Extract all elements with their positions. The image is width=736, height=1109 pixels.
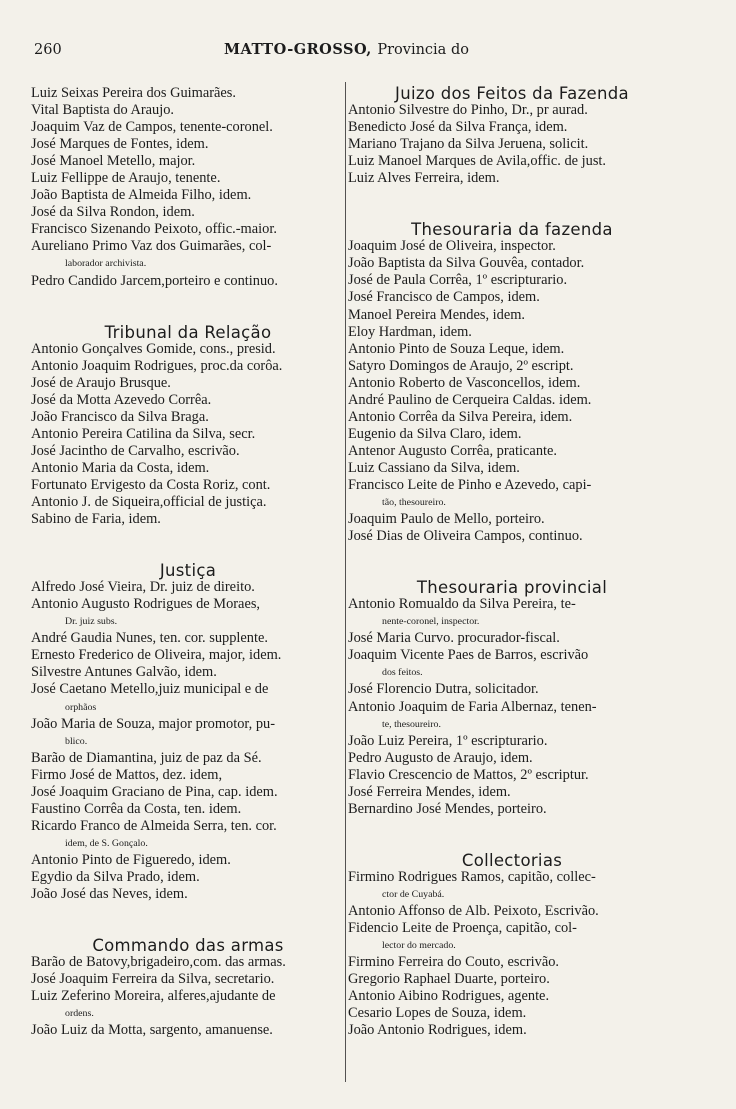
section-heading-commando: Commando das armas	[92, 936, 284, 956]
entry-line: José Florencio Dutra, solicitador.	[348, 681, 539, 698]
entry-line: Antonio Augusto Rodrigues de Moraes,	[31, 596, 261, 613]
entry-line: Silvestre Antunes Galvão, idem.	[31, 664, 217, 681]
page-number: 260	[34, 42, 62, 58]
entry-line: idem, de S. Gonçalo.	[65, 837, 148, 849]
entry-line: José Ferreira Mendes, idem.	[348, 783, 511, 800]
entry-line: José Maria Curvo. procurador-fiscal.	[348, 630, 560, 647]
entry-line: nente-coronel, inspector.	[382, 616, 480, 628]
entry-line: José Joaquim Ferreira da Silva, secretario.	[31, 971, 275, 988]
entry-line: dos feitos.	[382, 667, 423, 679]
entry-line: Egydio da Silva Prado, idem.	[31, 868, 200, 885]
entry-line: Satyro Domingos de Araujo, 2º escript.	[348, 357, 574, 374]
entry-line: José Jacintho de Carvalho, escrivão.	[31, 442, 240, 459]
entry-line: orphãos	[65, 701, 97, 713]
entry-line: Firmino Rodrigues Ramos, capitão, collec-	[348, 868, 596, 885]
entry-line: Cesario Lopes de Souza, idem.	[348, 1005, 527, 1022]
entry-line: Antenor Augusto Corrêa, praticante.	[348, 442, 558, 459]
section-heading-juizo: Juizo dos Feitos da Fazenda	[395, 84, 629, 103]
entry-line: Manoel Pereira Mendes, idem.	[348, 306, 526, 323]
section-heading-thesouraria-provincial: Thesouraria provincial	[416, 578, 608, 598]
left-column	[31, 85, 345, 1039]
entry-line: laborador archivista.	[65, 258, 147, 270]
entry-line: Luiz Zeferino Moreira, alferes,ajudante de	[31, 988, 276, 1005]
entry-line: Barão de Diamantina, juiz de paz da Sé.	[31, 749, 262, 766]
entry-line: Antonio J. de Siqueira,official de justiça.	[31, 494, 267, 511]
entry-line: Luiz Alves Ferreira, idem.	[348, 170, 500, 187]
right-section-2	[348, 238, 676, 545]
entry-line: José da Motta Azevedo Corrêa.	[31, 391, 212, 408]
entry-line: João Baptista de Almeida Filho, idem.	[31, 187, 252, 204]
column-divider	[345, 82, 346, 1082]
section-heading-tribunal: Tribunal da Relação	[104, 322, 272, 342]
entry-line: Antonio Pinto de Figueredo, idem.	[31, 851, 231, 868]
entry-line: Antonio Joaquim Rodrigues, proc.da corôa.	[31, 357, 283, 374]
entry-line: Francisco Leite de Pinho e Azevedo, capi-	[348, 476, 592, 493]
section-heading-justica: Justiça	[159, 561, 217, 581]
entry-line: Eloy Hardman, idem.	[348, 323, 472, 340]
entry-line: Flavio Crescencio de Mattos, 2º escriptur.	[348, 766, 589, 783]
entry-line: Faustino Corrêa da Costa, ten. idem.	[31, 800, 242, 817]
entry-line: Luiz Manoel Marques de Avila,offic. de just.	[348, 153, 607, 170]
entry-line: Luiz Cassiano da Silva, idem.	[348, 459, 520, 476]
entry-line: Bernardino José Mendes, porteiro.	[348, 800, 547, 817]
entry-line: Barão de Batovy,brigadeiro,com. das armas.	[31, 954, 286, 971]
entry-line: Fortunato Ervigesto da Costa Roriz, cont.	[31, 476, 271, 493]
entry-line: Luiz Seixas Pereira dos Guimarães.	[31, 85, 237, 101]
left-section-3	[31, 579, 345, 903]
left-section-2	[31, 341, 345, 529]
left-section-4	[31, 954, 345, 1039]
entry-line: João José das Neves, idem.	[31, 886, 188, 903]
entry-line: Antonio Romualdo da Silva Pereira, te-	[348, 596, 576, 613]
running-title-main: MATTO-GROSSO,	[224, 41, 372, 58]
entry-line: Firmino Ferreira do Couto, escrivão.	[348, 954, 560, 971]
entry-line: André Gaudia Nunes, ten. cor. supplente.	[31, 630, 268, 647]
entry-line: José Joaquim Graciano de Pina, cap. idem.	[31, 783, 278, 800]
entry-line: João Baptista da Silva Gouvêa, contador.	[348, 255, 585, 272]
entry-line: Antonio Joaquim de Faria Albernaz, tenen-	[348, 698, 597, 715]
entry-line: blico.	[65, 735, 88, 747]
entry-line: Benedicto José da Silva França, idem.	[348, 119, 568, 136]
entry-line: André Paulino de Cerqueira Caldas. idem.	[348, 391, 592, 408]
entry-line: José Manoel Metello, major.	[31, 153, 196, 170]
entry-line: Joaquim Vicente Paes de Barros, escrivão	[348, 647, 589, 664]
entry-line: Pedro Candido Jarcem,porteiro e continuo.	[31, 272, 278, 289]
entry-line: Francisco Sizenando Peixoto, offic.-maior.	[31, 221, 277, 238]
entry-line: Mariano Trajano da Silva Jeruena, solicit.	[348, 136, 589, 153]
entry-line: Antonio Aibino Rodrigues, agente.	[348, 988, 550, 1005]
entry-line: Alfredo José Vieira, Dr. juiz de direito.	[31, 579, 255, 596]
entry-line: José de Araujo Brusque.	[31, 374, 171, 391]
entry-line: Antonio Maria da Costa, idem.	[31, 459, 210, 476]
entry-line: José da Silva Rondon, idem.	[31, 204, 195, 221]
entry-line: Joaquim Paulo de Mello, porteiro.	[348, 511, 545, 528]
entry-line: Luiz Fellippe de Araujo, tenente.	[31, 170, 221, 187]
right-section-4	[348, 869, 676, 1039]
entry-line: Vital Baptista do Araujo.	[31, 102, 175, 119]
entry-line: João Maria de Souza, major promotor, pu-	[31, 715, 276, 732]
entry-line: Pedro Augusto de Araujo, idem.	[348, 749, 533, 766]
entry-line: Eugenio da Silva Claro, idem.	[348, 425, 522, 442]
entry-line: te, thesoureiro.	[382, 718, 441, 730]
right-column	[348, 85, 676, 1039]
entry-line: José Francisco de Campos, idem.	[348, 289, 540, 306]
right-section-3	[348, 596, 676, 818]
entry-line: João Francisco da Silva Braga.	[31, 408, 209, 425]
entry-line: José Caetano Metello,juiz municipal e de	[31, 681, 269, 698]
running-title-sub: Provincia do	[377, 42, 469, 58]
entry-line: Sabino de Faria, idem.	[31, 511, 161, 528]
entry-line: lector do mercado.	[382, 940, 456, 952]
section-heading-collectorias: Collectorias	[461, 850, 563, 870]
entry-line: Antonio Affonso de Alb. Peixoto, Escrivão.	[348, 902, 599, 919]
entry-line: Firmo José de Mattos, dez. idem,	[31, 766, 223, 783]
entry-line: Antonio Silvestre do Pinho, Dr., pr aurad.	[348, 102, 588, 119]
entry-line: Antonio Corrêa da Silva Pereira, idem.	[348, 408, 573, 425]
running-title	[224, 38, 469, 62]
entry-line: Antonio Gonçalves Gomide, cons., presid.	[31, 340, 276, 357]
entry-line: João Luiz da Motta, sargento, amanuense.	[31, 1022, 273, 1039]
entry-line: Ernesto Frederico de Oliveira, major, idem.	[31, 647, 282, 664]
entry-line: Ricardo Franco de Almeida Serra, ten. cor.	[31, 817, 277, 834]
left-section-1	[31, 85, 345, 290]
entry-line: Antonio Pereira Catilina da Silva, secr.	[31, 425, 256, 442]
entry-line: tão, thesoureiro.	[382, 497, 446, 509]
entry-line: ctor de Cuyabá.	[382, 888, 445, 900]
entry-line: João Luiz Pereira, 1º escripturario.	[348, 732, 548, 749]
entry-line: Antonio Pinto de Souza Leque, idem.	[348, 340, 565, 357]
page-header	[34, 38, 674, 62]
right-section-1	[348, 102, 676, 187]
entry-line: José de Paula Corrêa, 1º escripturario.	[348, 272, 568, 289]
entry-line: Gregorio Raphael Duarte, porteiro.	[348, 971, 550, 988]
entry-line: Joaquim Vaz de Campos, tenente-coronel.	[31, 119, 273, 136]
entry-line: Aureliano Primo Vaz dos Guimarães, col-	[31, 238, 272, 255]
entry-line: Joaquim José de Oliveira, inspector.	[348, 238, 556, 255]
entry-line: José Dias de Oliveira Campos, continuo.	[348, 528, 583, 545]
entry-line: João Antonio Rodrigues, idem.	[348, 1022, 527, 1039]
entry-line: Antonio Roberto de Vasconcellos, idem.	[348, 374, 581, 391]
entry-line: Dr. juiz subs.	[65, 616, 118, 628]
section-heading-thesouraria-fazenda: Thesouraria da fazenda	[411, 220, 613, 240]
entry-line: José Marques de Fontes, idem.	[31, 136, 209, 153]
entry-line: ordens.	[65, 1008, 94, 1020]
entry-line: Fidencio Leite de Proença, capitão, col-	[348, 920, 577, 937]
